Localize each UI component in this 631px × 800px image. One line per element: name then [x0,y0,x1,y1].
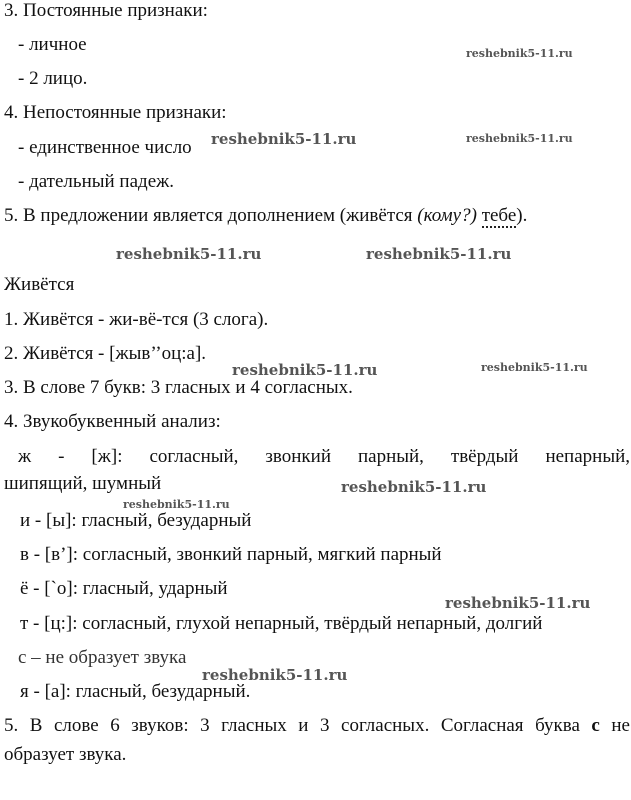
item3-personal: - личное [18,34,87,55]
item4-heading: 4. Непостоянные признаки: [4,102,227,123]
analysis-zh-line1: ж - [ж]: согласный, звонкий парный, твёрдый непарный, [18,446,630,467]
sound-count-letter: с [591,715,600,736]
analysis-i: и - [ы]: гласный, безударный [20,510,252,531]
watermark: reshebnik5-11.ru [341,478,487,496]
watermark: reshebnik5-11.ru [202,666,348,684]
watermark: reshebnik5-11.ru [466,47,573,60]
item4-case: - дательный падеж. [18,171,174,192]
analysis-zh-line2: шипящий, шумный [4,473,162,494]
analysis-v: в - [в’]: согласный, звонкий парный, мягкий парный [20,544,442,565]
item4-number: - единственное число [18,137,192,158]
sound-count-line2: образует звука. [4,744,127,765]
word-title: Живётся [4,274,75,295]
sound-count-post: не [599,715,630,736]
item5-word: тебе [481,205,517,226]
watermark: reshebnik5-11.ru [211,130,357,148]
item5-question: (кому?) [417,205,477,226]
transcription-line: 2. Живётся - [жыв’’оц:а]. [4,343,207,364]
item3-person: - 2 лицо. [18,68,88,89]
item5-text-pre: 5. В предложении является дополнением (живётся [4,205,418,226]
sound-count-pre: 5. В слове 6 звуков: 3 гласных и 3 согласных. Согласная буква [4,715,592,736]
watermark: reshebnik5-11.ru [366,245,512,263]
analysis-yo: ё - [`о]: гласный, ударный [20,578,228,599]
sound-count-line1 [4,715,630,737]
analysis-t: т - [ц:]: согласный, глухой непарный, твёрдый непарный, долгий [20,613,543,634]
watermark: reshebnik5-11.ru [445,594,591,612]
watermark: reshebnik5-11.ru [466,132,573,145]
letter-count-line: 3. В слове 7 букв: 3 гласных и 4 согласных. [4,377,353,398]
watermark: reshebnik5-11.ru [481,361,588,374]
item3-heading: 3. Постоянные признаки: [4,0,208,21]
analysis-heading: 4. Звукобуквенный анализ: [4,411,221,432]
item5-text-post: ). [516,205,528,226]
syllables-line: 1. Живётся - жи-вё-тся (3 слога). [4,309,269,330]
item5-sentence-role [4,205,527,227]
watermark: reshebnik5-11.ru [116,245,262,263]
analysis-s: с – не образует звука [18,647,187,668]
watermark: reshebnik5-11.ru [232,361,378,379]
analysis-ya: я - [а]: гласный, безударный. [20,681,251,702]
watermark: reshebnik5-11.ru [123,498,230,511]
